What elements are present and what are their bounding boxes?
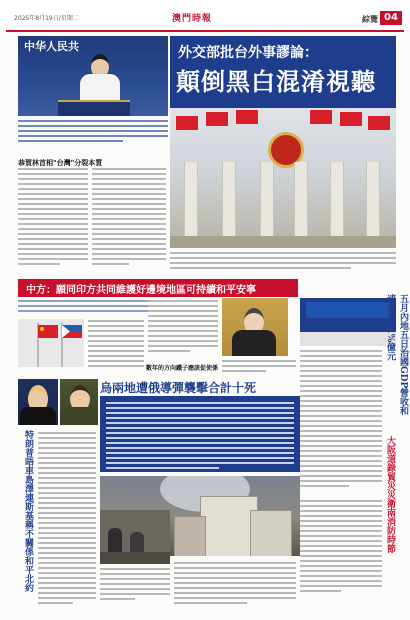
flag-icon xyxy=(340,112,362,126)
flag-pair-icon xyxy=(18,319,84,367)
story-subhead: 數年的方向鐵子應該促使係 xyxy=(146,365,219,372)
building xyxy=(250,510,292,556)
photo-banner-text: 中华人民共 xyxy=(24,40,79,53)
article-column xyxy=(92,168,166,268)
flags-photo xyxy=(18,319,84,367)
article-column xyxy=(18,168,88,268)
podium xyxy=(58,100,130,116)
article-column xyxy=(222,360,296,375)
header-rule xyxy=(6,30,404,32)
flag-icon xyxy=(310,110,332,124)
headline-block xyxy=(170,36,396,108)
issue-date: 2025年8月19日/星期二 xyxy=(14,15,79,22)
rescuer-figure xyxy=(108,528,122,554)
leader-photo xyxy=(60,379,98,425)
leader-photo xyxy=(18,379,58,425)
right-headline: 大阪道錄貿災災衛南消防時節 xyxy=(385,436,395,553)
rubble xyxy=(100,552,170,564)
conference-banner xyxy=(306,302,390,318)
photo-caption xyxy=(18,120,168,145)
person-body xyxy=(62,407,98,425)
page-number: 04 xyxy=(380,11,402,25)
article-column xyxy=(148,300,218,355)
hall-steps xyxy=(170,236,396,248)
flag-icon xyxy=(368,116,390,130)
rescue-photo xyxy=(100,510,170,564)
headline-sub: 外交部批台外事謬論： xyxy=(178,45,318,61)
article-column xyxy=(170,252,396,272)
person-body xyxy=(232,330,276,356)
section-band xyxy=(18,279,298,297)
section-label: 綜覽 xyxy=(362,15,378,24)
highlight-box xyxy=(100,396,300,472)
article-column xyxy=(300,500,382,595)
flag-icon xyxy=(176,116,198,130)
article-column xyxy=(174,562,296,607)
article-column xyxy=(88,320,144,370)
flag-icon xyxy=(206,112,228,126)
rescuer-figure xyxy=(130,532,144,554)
conference-table xyxy=(300,332,396,346)
flag-icon xyxy=(236,110,258,124)
article-column xyxy=(106,402,294,472)
side-headline: 特朗普晤車島澤連斯基稱不關係和平北約 xyxy=(23,430,33,592)
article-column xyxy=(300,350,382,490)
press-conference-photo xyxy=(300,298,396,346)
speaker-photo xyxy=(18,36,168,116)
headline-main: 顛倒黑白混淆視聽 xyxy=(176,67,376,96)
building xyxy=(174,516,206,556)
page-header xyxy=(0,0,410,32)
section-title: 烏兩地遭俄導彈襲擊合計十死 xyxy=(100,381,257,395)
newspaper-logo: 澳門時報 xyxy=(172,14,213,24)
great-hall-photo xyxy=(170,108,396,248)
person-body xyxy=(20,407,56,425)
story-subhead: 恭賀林首相"台灣"分裂本質 xyxy=(18,159,103,167)
article-column xyxy=(100,568,170,603)
band-title: 中方：願同印方共同維護好邊境地區可持續和平安寧 xyxy=(26,285,256,296)
right-headline: 五月內地五日治國GDP營收和速度64.1%億元 xyxy=(385,294,408,416)
article-column xyxy=(38,432,96,607)
official-photo xyxy=(222,298,288,356)
